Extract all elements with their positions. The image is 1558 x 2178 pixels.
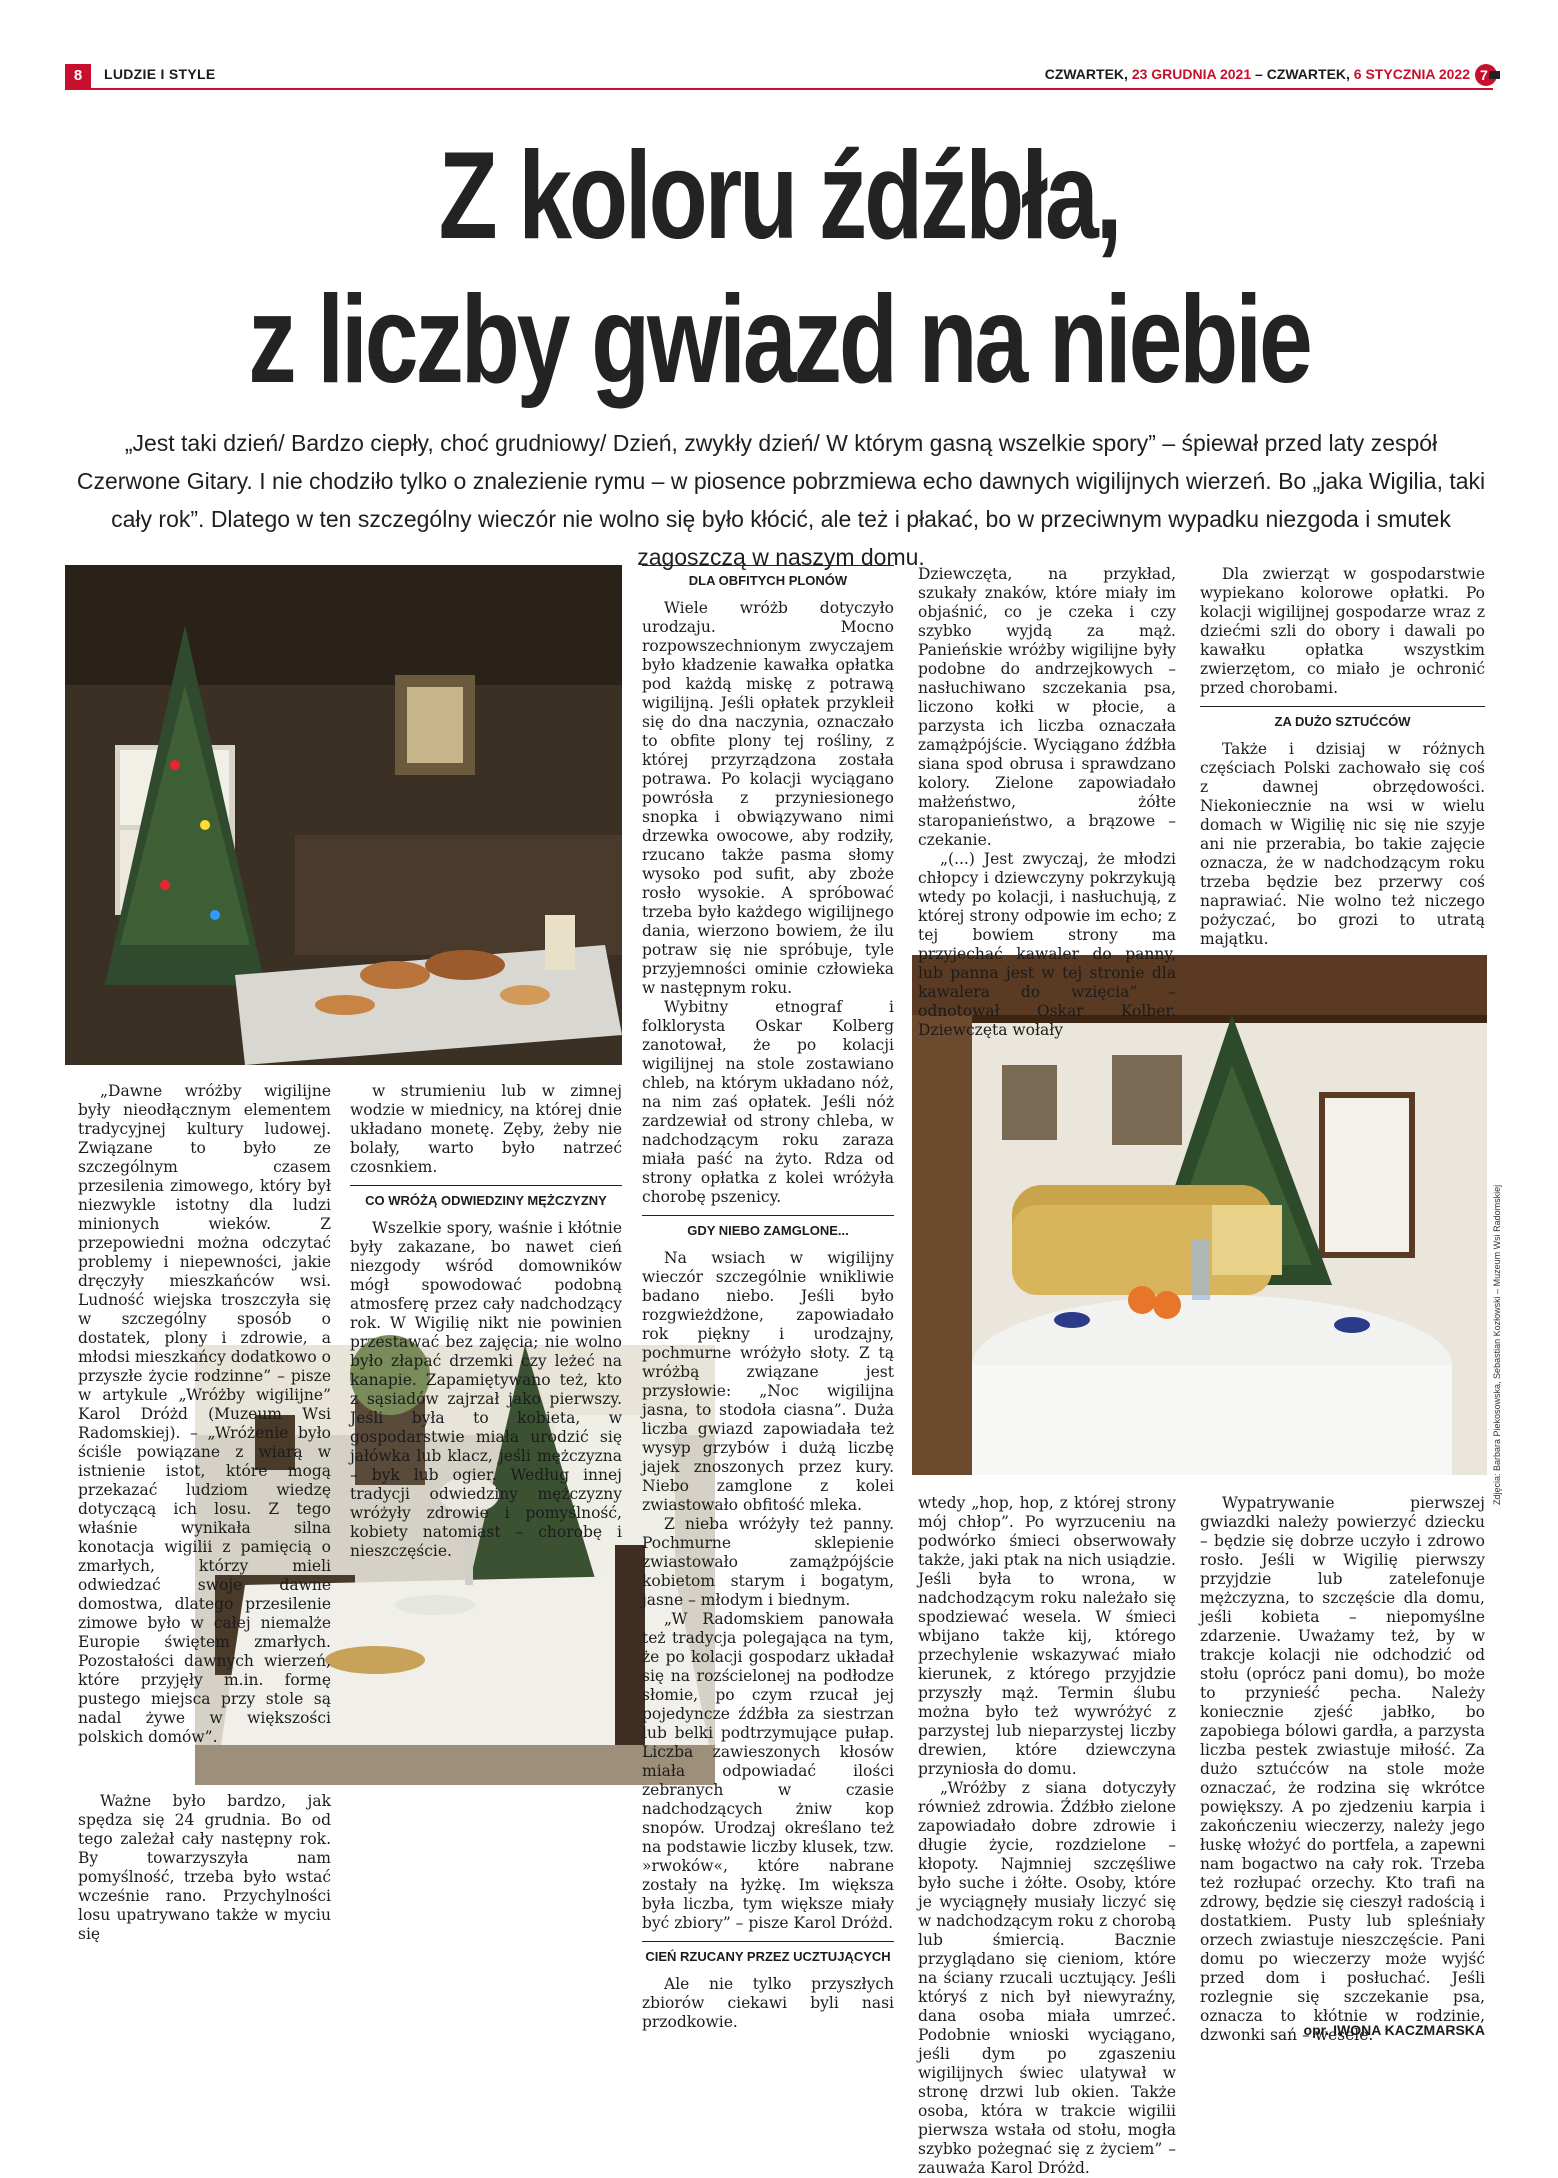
paragraph: Ale nie tylko przyszłych zbiorów ciekawi byli nasi przodkowie.: [642, 1975, 894, 2031]
paragraph: Dziewczęta, na przykład, szukały znaków, które miały im objaśnić, co je czeka i czy szybko wyjdą za mąż. Panieńskie wróżby wigilijne były podobne do andrzejkowych – nasłuchiwano szczekania psa, liczono kołki w płocie, a parzysta ich liczba oznaczała zamążpójście. Wyciągano źdźbła siana spod obrusa i sprawdzano kolory. Zielone zapowiadało małżeństwo, żółte staropanieństwo, a brązowe – czekanie.: [918, 565, 1176, 849]
photo-christmas-table-tree: [65, 565, 622, 1065]
page-number: 8: [65, 64, 91, 88]
column-1-bottom: [78, 1792, 331, 2034]
column-1-top: [78, 1082, 331, 1746]
paragraph: Z nieba wróżyły też panny. Pochmurne sklepienie zwiastowało zamążpójście kobietom starym i bogatym, jasne – młodym i biednym.: [642, 1515, 894, 1609]
paragraph: Dla zwierząt w gospodarstwie wypiekano kolorowe opłatki. Po kolacji wigilijnej gospodarze wraz z dziećmi szli do obory i dawali po kawałku opłatka wszystkim zwierzętom, co miało je ochronić przed chorobami.: [1200, 565, 1485, 697]
paragraph: Także i dzisiaj w różnych częściach Polski zachowało się coś z dawnej obrzędowości. Niekoniecznie na wsi w wielu domach w Wigilię nic się nie szyje ani nie przerabia, bo takie zajęcie oznacza, że w nadchodzącym roku trzeba będzie bez przerwy coś naprawiać. Nie wolno też niczego pożyczać, bo grozi to utratą majątku.: [1200, 740, 1485, 948]
author-signature: opr. IWONA KACZMARSKA: [1303, 2022, 1485, 2038]
paragraph: Wszelkie spory, waśnie i kłótnie były zakazane, bo nawet cień niezgody wśród domowników mógł spowodować podobną atmosferę przez cały nadchodzący rok. W Wigilię nikt nie powinien przestawać bez zajęcia; nie wolno było złapać drzemki czy leżeć na kanapie. Zapamiętywano też, kto z sąsiadów zajrzał jako pierwszy. Jeśli była to kobieta, w gospodarstwie miała urodzić się jałówka lub klacz, jeśli mężczyzna – byk lub ogier. Według innej tradycji odwiedziny mężczyzny wróżyły zdrowie i pomyślność, kobiety natomiast – chorobę i nieszczęście.: [350, 1219, 622, 1560]
paragraph: „Dawne wróżby wigilijne były nieodłącznym elementem tradycyjnej kultury ludowej. Związane to było ze szczególnym czasem przesilenia zimowego, który był niezwykle istotny dla ludzi minionych wieków. Z przepowiedni można odczytać problemy i niepewności, jakie dręczyły mieszkańców wsi. Ludność wiejska troszczyła się w szczególny sposób o dostatek, plony i zdrowie, a młodsi mieszkańcy dodatkowo o przyszłe życie rodzinne” – pisze w artykule „Wróżby wigilijne” Karol Dróżd (Muzeum Wsi Radomskiej). – „Wróżenie było ściśle powiązane z wiarą w istnienie istot, które mogą przekazać ludziom wiedzę dotyczącą ich losu. Z tego właśnie wynikała silna konotacja wigilii z pamięcią o zmarłych, którzy mieli odwiedzać swoje dawne domostwa, dlatego przesilenie zimowe było w całej niemalże Europie świętem zmarłych. Pozostałości dawnych wierzeń, które przyjęły m.in. formę pustego miejsca przy stole są nadal żywe w większości polskich domów”.: [78, 1082, 331, 1746]
paragraph: „(...) Jest zwyczaj, że młodzi chłopcy i dziewczyny pokrzykują wtedy po kolacji, i nasłuchują, z której strony odpowie im echo; z tej bowiem strony ma przyjechać kawaler do panny, lub panna jest w tej stronie dla kawalera do wzięcia” – odnotował Oskar Kolber. Dziewczęta wołały: [918, 850, 1176, 1039]
paragraph: „Wróżby z siana dotyczyły również zdrowia. Źdźbło zielone zapowiadało dobre zdrowie i długie życie, rozdzielone – kłopoty. Najmniej szczęśliwe było suche i żółte. Osoby, które je wyciągnęły musiały liczyć się w nadchodzącym roku z chorobą lub śmiercią. Bacznie przyglądano się cieniom, które na ściany rzucali ucztujący. Jeśli któryś z nich był niewyraźny, dana osoba miała umrzeć. Podobnie wnioski wyciągano, jeśli dym po zgaszeniu wigilijnych świec ulatywał w stronę drzwi lub okien. Także osoba, która w trakcie wigilii pierwsza wstała od stołu, mogła szybko pożegnać się z życiem” – zauważa Karol Dróżd.: [918, 1779, 1176, 2177]
paragraph: Wybitny etnograf i folklorysta Oskar Kolberg zanotował, że po kolacji wigilijnej na stole zostawiano chleb, na którym układano nóż, na nim zaś opłatek. Jeśli nóż zardzewiał od strony chleba, w nadchodzącym roku zaraza miała paść na żyto. Rdza od strony opłatka z kolei wróżyła chorobę pszenicy.: [642, 998, 894, 1206]
article-title-line1: Z koloru źdźbła,: [438, 127, 1120, 265]
subhead-crops: DLA OBFITYCH PLONÓW: [642, 565, 894, 589]
paragraph: w strumieniu lub w zimnej wodzie w miednicy, na której dnie układano monetę. Zęby, żeby nie bolały, warto było natrzeć czosnkiem.: [350, 1082, 622, 1176]
section-name: LUDZIE I STYLE: [104, 66, 216, 82]
subhead-shadow: CIEŃ RZUCANY PRZEZ UCZTUJĄCYCH: [642, 1941, 894, 1965]
paragraph: wtedy „hop, hop, z której strony mój chłop”. Po wyrzuceniu na podwórko śmieci obserwowały także, jaki ptak na nich usiądzie. Jeśli była to wrona, w nadchodzącym roku należało się spodziewać wesela. W śmieci wbijano także kij, którego przechylenie wskazywać miało kierunek, z którego przyjdzie przyszły mąż. Termin ślubu można było też wywróżyć z parzystej lub nieparzystej liczby drewien, które dziewczyna przyniosła do domu.: [918, 1494, 1176, 1778]
subhead-visitors: CO WRÓŻĄ ODWIEDZINY MĘŻCZYZNY: [350, 1185, 622, 1209]
paragraph: Na wsiach w wigilijny wieczór szczególnie wnikliwie badano niebo. Jeśli było rozgwieżdżone, zapowiadało rok piękny i urodzajny, pochmurne wróżyło słoty. Z tą wróżbą związane jest przysłowie: „Noc wigilijna jasna, to stodoła ciasna”. Duża liczba gwiazd zapowiadała też wysyp grzybów i dużą liczbę jajek znoszonych przez kury. Niebo zamglone z kolei zwiastowało obfitość mleka.: [642, 1249, 894, 1514]
column-2-top: [350, 1082, 622, 1560]
svg-text:7: 7: [1480, 67, 1488, 83]
subhead-cutlery: ZA DUŻO SZTUĆCÓW: [1200, 706, 1485, 730]
paragraph: Ważne było bardzo, jak spędza się 24 grudnia. Bo od tego zależał cały następny rok. By towarzyszyła nam pomyślność, trzeba było wstać wcześnie rano. Przychylności losu upatrywano także w myciu się: [78, 1792, 331, 1943]
paragraph: Wypatrywanie pierwszej gwiazdki należy powierzyć dziecku – będzie się dobrze uczyło i zdrowo rosło. Jeśli w Wigilię pierwszy przyjdzie lub zatelefonuje mężczyzna, to szczęście dla domu, jeśli kobieta – niepomyślne zdarzenie. Uważamy też, by w trakcje kolacji nie odchodzić od stołu (oprócz pani domu), bo może to przynieść pecha. Należy koniecznie zjeść jabłko, bo zapobiega bólowi gardła, a parzysta liczba pestek zwiastuje miłość. Za dużo sztućców na stole może oznaczać, że rodzina się wkrótce powiększy. A po zjedzeniu karpia i zakończeniu wieczerzy, należy jego łuskę włożyć do portfela, a zapewni nam bogactwo na cały rok. Trzeba też rozłupać orzechy. Kto trafi na zdrowy, będzie się cieszył radością i dostatkiem. Pusty lub spleśniały orzech zwiastuje nieszczęście. Pani domu po wieczerzy może wyjść przed dom i posłuchać. Jeśli rozlegnie się szczekanie psa, oznacza to kłótnie w rodzinie, dzwonki sań – wesele.: [1200, 1494, 1485, 2044]
column-2-bottom: [350, 1792, 622, 2034]
header-rule: [65, 88, 1493, 90]
paragraph: Wiele wróżb dotyczyło urodzaju. Mocno rozpowszechnionym zwyczajem było kładzenie kawałka opłatka pod każdą miskę z potrawą wigilijną. Jeśli opłatek przykleił się do dna naczynia, oznaczało to obfite plony tej rośliny, z której przyrządzona została potrawa. Po kolacji wyciągano powrósła z przyniesionego snopka i obwiązywano nimi drzewka owocowe, aby rodziły, rzucano także pasma słomy wysoko pod sufit, aby zboże rosło wysokie. A spróbować trzeba było każdego wigilijnego dania, wierzono bowiem, że ilu potraw się nie spróbuje, tyle przyjemności ominie człowieka w następnym roku.: [642, 599, 894, 997]
column-5-top: [1200, 565, 1485, 947]
column-3: [642, 565, 894, 2030]
article-lead: „Jest taki dzień/ Bardzo ciepły, choć grudniowy/ Dzień, zwykły dzień/ W którym gasną wszelkie spory” – śpiewał przed laty zespół Czerwone Gitary. I nie chodziło tylko o znalezienie rymu – w piosence pobrzmiewa echo dawnych wigilijnych wierzeń. Bo „jaka Wigilia, taki cały rok”. Dlatego w ten szczególny wieczór nie wolno się było kłócić, ale też i płakać, bo w przeciwnym wypadku niezgoda i smutek zagoszczą w naszym domu.: [76, 430, 1486, 570]
issue-date: CZWARTEK, 23 GRUDNIA 2021 – CZWARTEK, 6 STYCZNIA 2022: [1044, 66, 1470, 82]
column-4-top: [918, 565, 1176, 1039]
article-title-line2: z liczby gwiazd na niebie: [248, 271, 1310, 409]
paragraph: „W Radomskiem panowała też tradycja polegająca na tym, że po kolacji gospodarz układał się na rozścielonej na podłodze słomie, po czym rzucał jej pojedyncze źdźbła za siestrzan lub belki podtrzymujące pułap. Liczba zawieszonych kłosów miała odpowiadać ilości zebranych w czasie nadchodzących żniw kop snopów. Urodzaj określano też na podstawie liczby klusek, tzw. »rwoków«, które nabrane zostały na łyżkę. Im większa była liczba, tym większe miały być zbiory” – pisze Karol Dróżd.: [642, 1610, 894, 1932]
column-1-wrap: [78, 1350, 188, 1668]
photo-credit: Zdjęcia: Barbara Piekosowska, Sebastian Kozłowski – Muzeum Wsi Radomskiej: [1492, 1184, 1502, 1505]
publication-logo: [1474, 63, 1500, 87]
subhead-sky: GDY NIEBO ZAMGLONE...: [642, 1215, 894, 1239]
column-4-bottom: [918, 1494, 1176, 2177]
